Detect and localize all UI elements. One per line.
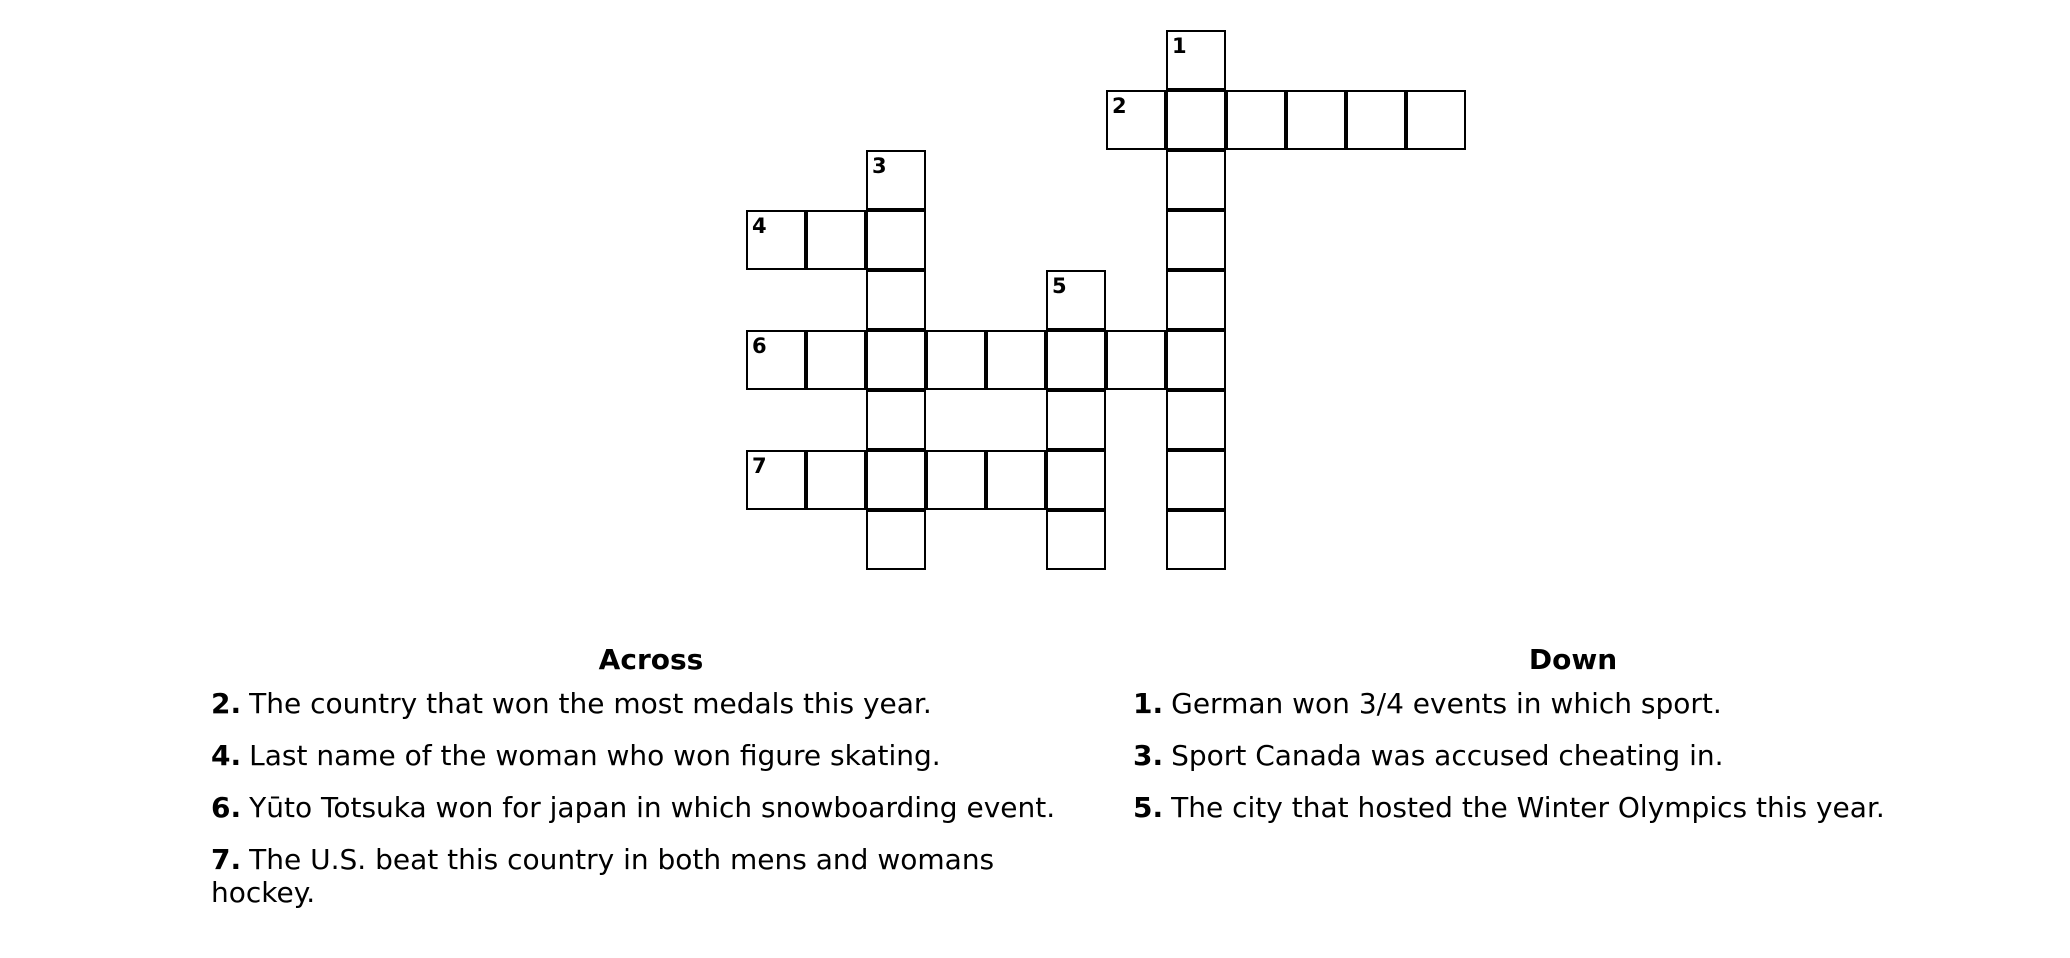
clue-text: German won 3/4 events in which sport. (1171, 687, 1722, 720)
crossword-cell[interactable] (1046, 270, 1106, 330)
across-clue (211, 843, 1091, 909)
crossword-cell[interactable] (1166, 450, 1226, 510)
crossword-cell[interactable] (1046, 450, 1106, 510)
clue-number: 6. (211, 791, 242, 824)
crossword-cell[interactable] (926, 330, 986, 390)
crossword-cell[interactable] (926, 450, 986, 510)
crossword-cell[interactable] (1406, 90, 1466, 150)
crossword-cell[interactable] (806, 450, 866, 510)
down-clue (1133, 739, 2033, 772)
cell-number: 6 (752, 334, 767, 358)
crossword-cell[interactable] (1346, 90, 1406, 150)
down-heading: Down (1528, 643, 1618, 676)
crossword-cell[interactable] (866, 390, 926, 450)
across-clues (211, 640, 1091, 928)
across-heading: Across (598, 643, 704, 676)
crossword-cell[interactable] (1166, 210, 1226, 270)
crossword-cell[interactable] (746, 330, 806, 390)
clue-number: 3. (1133, 739, 1164, 772)
clue-number: 4. (211, 739, 242, 772)
clue-text: The city that hosted the Winter Olympics this year. (1171, 791, 1885, 824)
crossword-cell[interactable] (1226, 90, 1286, 150)
down-clues (1133, 640, 2033, 843)
crossword-cell[interactable] (1166, 390, 1226, 450)
crossword-cell[interactable] (1046, 510, 1106, 570)
crossword-cell[interactable] (746, 450, 806, 510)
crossword-cell[interactable] (866, 210, 926, 270)
crossword-cell[interactable] (1046, 390, 1106, 450)
clue-text: Yūto Totsuka won for japan in which snowboarding event. (249, 791, 1056, 824)
clue-number: 2. (211, 687, 242, 720)
crossword-cell[interactable] (866, 450, 926, 510)
crossword-cell[interactable] (866, 510, 926, 570)
crossword-cell[interactable] (1166, 510, 1226, 570)
crossword-cell[interactable] (746, 210, 806, 270)
cell-number: 3 (872, 154, 887, 178)
crossword-cell[interactable] (1046, 330, 1106, 390)
crossword-cell[interactable] (1166, 90, 1226, 150)
cell-number: 2 (1112, 94, 1127, 118)
crossword-cell[interactable] (806, 330, 866, 390)
clue-text: The country that won the most medals this year. (249, 687, 932, 720)
down-clue (1133, 791, 2033, 824)
across-clue (211, 739, 1091, 772)
cell-number: 5 (1052, 274, 1067, 298)
clue-text: Sport Canada was accused cheating in. (1171, 739, 1724, 772)
clue-text: Last name of the woman who won figure skating. (249, 739, 941, 772)
crossword-cell[interactable] (986, 330, 1046, 390)
cell-number: 4 (752, 214, 767, 238)
down-clue (1133, 687, 2033, 720)
crossword-cell[interactable] (1106, 90, 1166, 150)
clue-number: 7. (211, 843, 242, 876)
cell-number: 1 (1172, 34, 1187, 58)
crossword-cell[interactable] (866, 330, 926, 390)
crossword-cell[interactable] (1166, 150, 1226, 210)
across-clue (211, 687, 1091, 720)
clue-text: The U.S. beat this country in both mens and womans hockey. (211, 843, 995, 909)
cell-number: 7 (752, 454, 767, 478)
crossword-cell[interactable] (866, 270, 926, 330)
crossword-cell[interactable] (806, 210, 866, 270)
crossword-cell[interactable] (1286, 90, 1346, 150)
crossword-cell[interactable] (986, 450, 1046, 510)
crossword-cell[interactable] (1166, 330, 1226, 390)
across-clue (211, 791, 1091, 824)
crossword-cell[interactable] (1166, 30, 1226, 90)
crossword-cell[interactable] (866, 150, 926, 210)
crossword-cell[interactable] (1166, 270, 1226, 330)
clue-number: 5. (1133, 791, 1164, 824)
crossword-cell[interactable] (1106, 330, 1166, 390)
clue-number: 1. (1133, 687, 1164, 720)
